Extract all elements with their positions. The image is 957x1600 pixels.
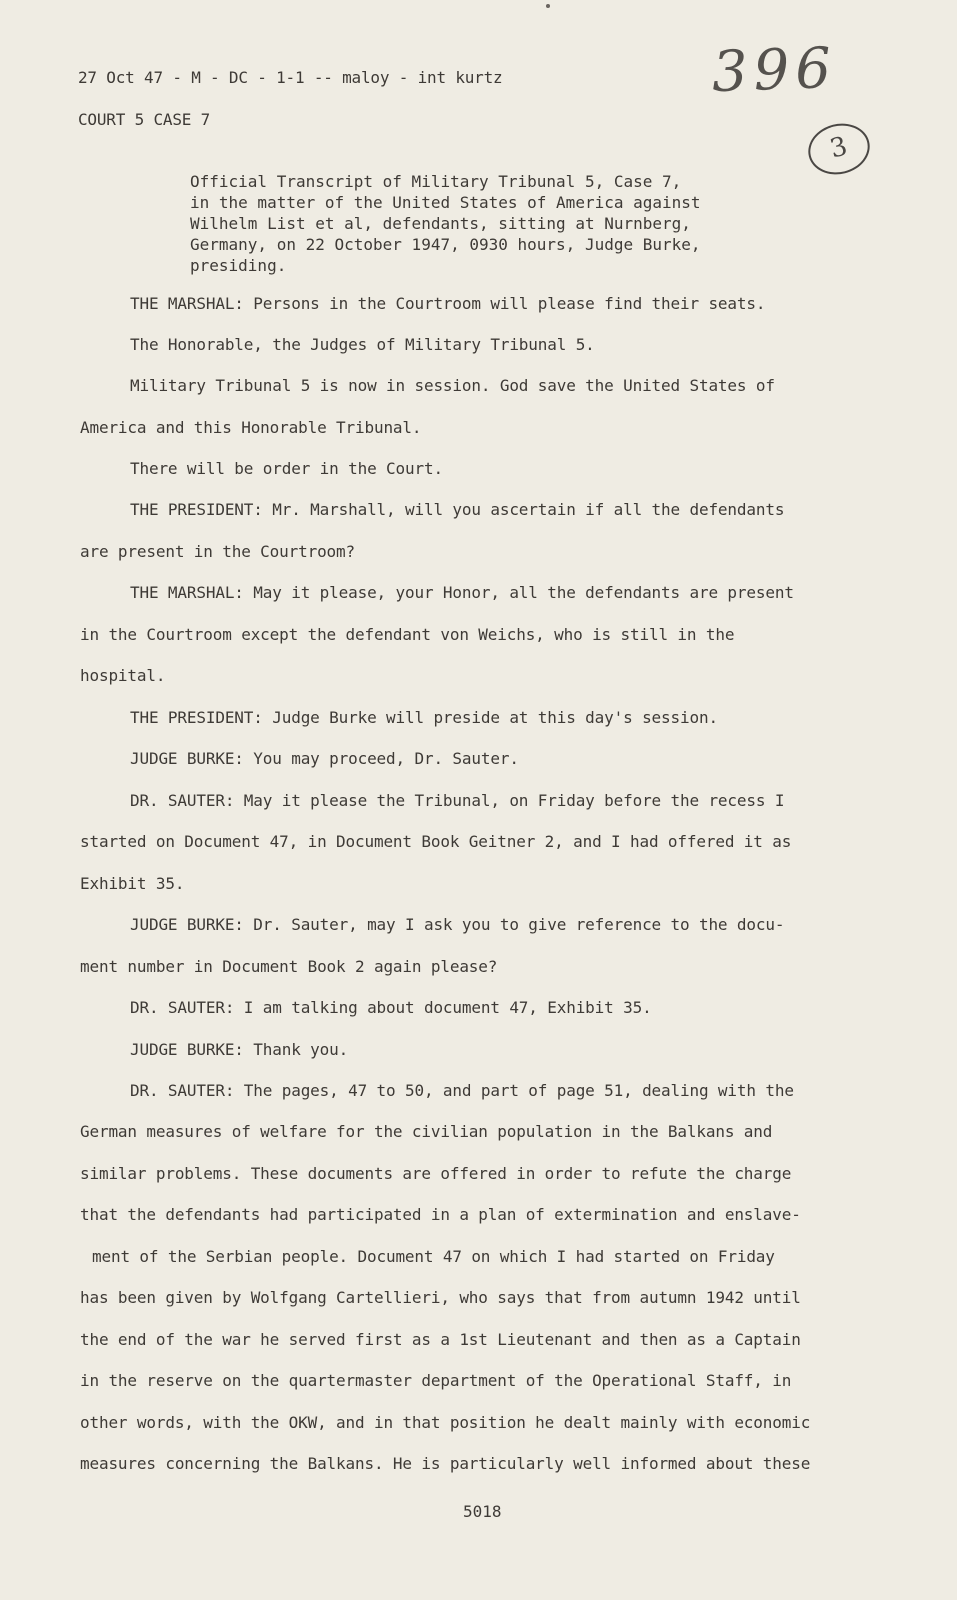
text-line: in the Courtroom except the defendant von Weichs, who is still in the — [80, 625, 735, 644]
text-line: has been given by Wolfgang Cartellieri, who says that from autumn 1942 until — [80, 1288, 801, 1307]
text-line: ment of the Serbian people. Document 47 on which I had started on Friday — [92, 1247, 775, 1266]
text-line: THE PRESIDENT: Judge Burke will preside at this day's session. — [130, 708, 718, 727]
text-line: hospital. — [80, 666, 166, 685]
text-line: the end of the war he served first as a 1st Lieutenant and then as a Captain — [80, 1330, 801, 1349]
text-line: The Honorable, the Judges of Military Tribunal 5. — [130, 335, 595, 354]
paper-speck — [546, 4, 550, 8]
text-line: similar problems. These documents are offered in order to refute the charge — [80, 1164, 792, 1183]
intro-line: presiding. — [190, 256, 287, 275]
text-line: DR. SAUTER: I am talking about document 47, Exhibit 35. — [130, 998, 652, 1017]
text-line: other words, with the OKW, and in that position he dealt mainly with economic — [80, 1413, 811, 1432]
text-line: THE MARSHAL: Persons in the Courtroom will please find their seats. — [130, 294, 766, 313]
intro-line: Official Transcript of Military Tribunal 5, Case 7, — [190, 172, 682, 191]
intro-line: Germany, on 22 October 1947, 0930 hours, Judge Burke, — [190, 235, 701, 254]
intro-line: in the matter of the United States of America against — [190, 193, 701, 212]
text-line: Exhibit 35. — [80, 874, 185, 893]
text-line: JUDGE BURKE: Dr. Sauter, may I ask you to give reference to the docu- — [130, 915, 785, 934]
text-line: Military Tribunal 5 is now in session. God save the United States of — [130, 376, 775, 395]
text-line: ment number in Document Book 2 again please? — [80, 957, 498, 976]
text-line: German measures of welfare for the civilian population in the Balkans and — [80, 1122, 773, 1141]
text-line: DR. SAUTER: May it please the Tribunal, on Friday before the recess I — [130, 791, 785, 810]
text-line: started on Document 47, in Document Book Geitner 2, and I had offered it as — [80, 832, 792, 851]
text-line: There will be order in the Court. — [130, 459, 443, 478]
text-line: DR. SAUTER: The pages, 47 to 50, and part of page 51, dealing with the — [130, 1081, 794, 1100]
text-line: measures concerning the Balkans. He is particularly well informed about these — [80, 1454, 811, 1473]
text-line: JUDGE BURKE: Thank you. — [130, 1040, 349, 1059]
text-line: America and this Honorable Tribunal. — [80, 418, 422, 437]
circled-number: 3 — [803, 117, 875, 181]
handwritten-page-number: 396 — [710, 35, 838, 106]
text-line: THE MARSHAL: May it please, your Honor, all the defendants are present — [130, 583, 794, 602]
transcript-intro — [190, 171, 701, 276]
page-number: 5018 — [463, 1502, 502, 1521]
text-line: that the defendants had participated in a plan of extermination and enslave- — [80, 1205, 801, 1224]
text-line: JUDGE BURKE: You may proceed, Dr. Sauter. — [130, 749, 519, 768]
text-line: are present in the Courtroom? — [80, 542, 356, 561]
intro-line: Wilhelm List et al, defendants, sitting at Nurnberg, — [190, 214, 691, 233]
text-line: THE PRESIDENT: Mr. Marshall, will you ascertain if all the defendants — [130, 500, 785, 519]
text-line: in the reserve on the quartermaster department of the Operational Staff, in — [80, 1371, 792, 1390]
header-line-2: COURT 5 CASE 7 — [78, 110, 211, 129]
header-line-1: 27 Oct 47 - M - DC - 1-1 -- maloy - int kurtz — [78, 68, 503, 87]
